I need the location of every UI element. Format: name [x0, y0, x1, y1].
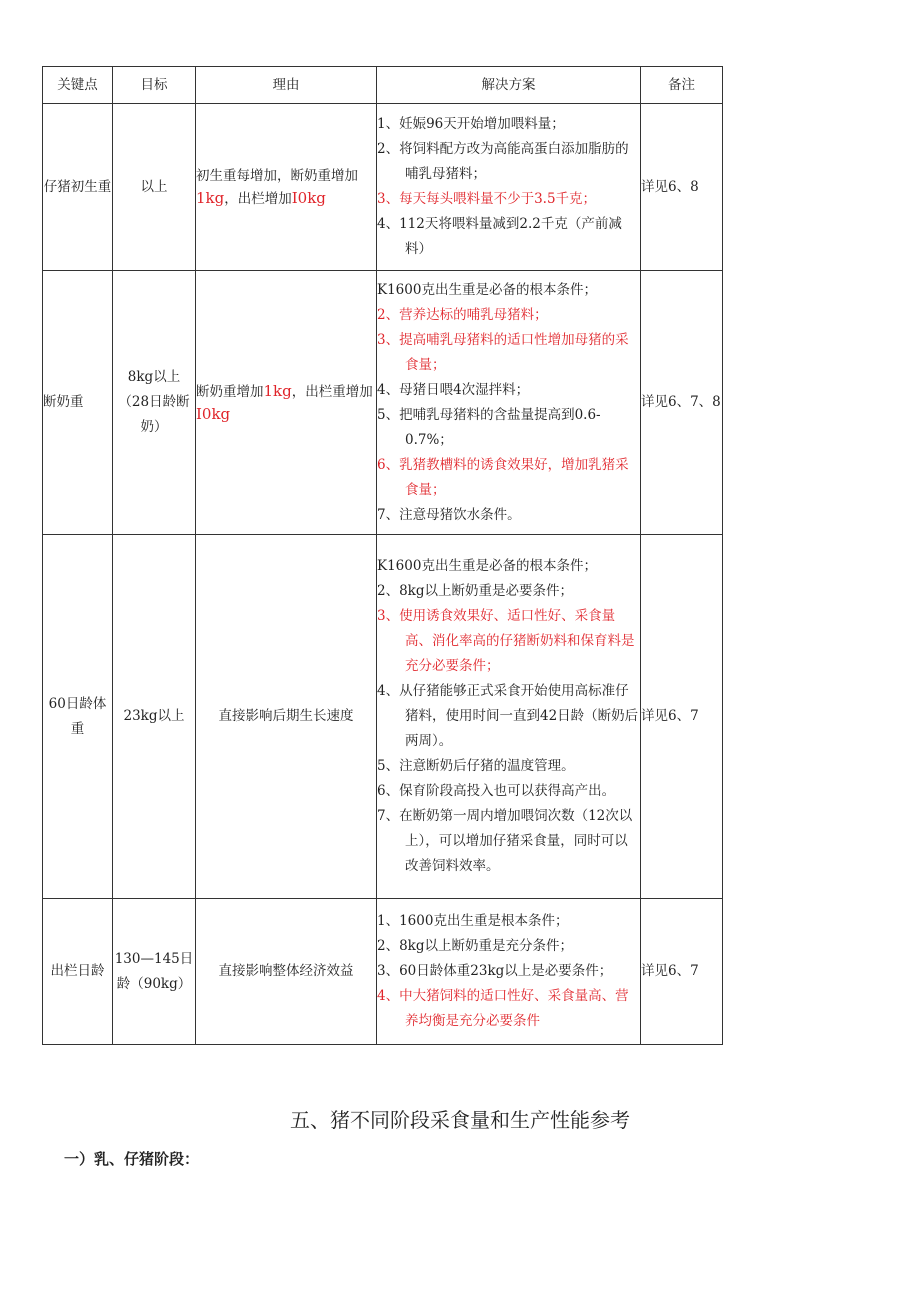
- key-point-cell: 出栏日龄: [43, 899, 113, 1045]
- reason-cell: [196, 104, 377, 271]
- solution-item: 4、中大猪饲料的适口性好、采食量高、营养均衡是充分必要条件: [377, 988, 629, 1029]
- key-point-cell: 60日龄体重: [43, 535, 113, 899]
- solution-item: 2、营养达标的哺乳母猪料；: [377, 306, 548, 323]
- solution-item: K1600克出生重是必备的根本条件；: [377, 558, 597, 574]
- table-row: [43, 535, 723, 899]
- section-title: 五、猪不同阶段采食量和生产性能参考: [290, 1108, 630, 1132]
- table-row: [43, 899, 723, 1045]
- solution-item: K1600克出生重是必备的根本条件；: [377, 281, 597, 298]
- solution-item: 2、8kg以上断奶重是必要条件；: [377, 583, 574, 599]
- header-key-point: 关键点: [43, 67, 113, 104]
- reason-value: I0kg: [196, 404, 231, 423]
- solution-item: 5、注意断奶后仔猪的温度管理。: [377, 758, 575, 774]
- solution-item: 1、妊娠96天开始增加喂料量；: [377, 116, 565, 132]
- table-row: [43, 271, 723, 535]
- target-cell: 130—145日龄（90kg）: [113, 899, 196, 1045]
- header-target: 目标: [113, 67, 196, 104]
- reason-cell: [196, 535, 377, 899]
- reason-value: I0kg: [291, 188, 326, 207]
- solution-item: 6、保育阶段高投入也可以获得高产出。: [377, 783, 616, 799]
- solution-item: 4、112天将喂料量减到2.2千克（产前减料）: [377, 216, 622, 257]
- solution-item: 4、从仔猪能够正式采食开始使用高标准仔猪料，使用时间一直到42日龄（断奶后两周）。: [377, 683, 639, 749]
- reason-value: 1kg: [196, 188, 225, 207]
- solution-item: 2、8kg以上断奶重是充分条件；: [377, 938, 574, 954]
- target-cell: 23kg以上: [113, 535, 196, 899]
- solution-item: 2、将饲料配方改为高能高蛋白添加脂肪的哺乳母猪料；: [377, 141, 629, 182]
- reason-text: ，出栏重增加: [291, 383, 373, 400]
- key-point-cell: 断奶重: [43, 271, 113, 535]
- table-row: [43, 104, 723, 271]
- solution-item: 3、每天每头喂料量不少于3.5千克；: [377, 191, 597, 207]
- solution-item: 7、注意母猪饮水条件。: [377, 506, 521, 523]
- header-note: 备注: [641, 67, 723, 104]
- reason-text: ，出栏增加: [224, 190, 292, 207]
- reason-text: 初生重每增加，断奶重增加: [196, 167, 358, 184]
- solution-item: 5、把哺乳母猪料的含盐量提高到0.6-0.7%；: [377, 406, 601, 448]
- sub-section-title: 一）乳、仔猪阶段：: [64, 1150, 200, 1168]
- header-solution: 解决方案: [377, 67, 641, 104]
- header-reason: 理由: [196, 67, 377, 104]
- solution-item: 3、60日龄体重23kg以上是必要条件；: [377, 963, 613, 979]
- target-cell: 8kg以上（28日龄断奶）: [113, 271, 196, 535]
- note-cell: 详见6、7: [641, 535, 723, 899]
- note-cell: 详见6、7: [641, 899, 723, 1045]
- reason-text: 直接影响后期生长速度: [218, 708, 354, 724]
- solution-item: 4、母猪日喂4次湿拌料；: [377, 381, 530, 398]
- solution-item: 7、在断奶第一周内增加喂饲次数（12次以上），可以增加仔猪采食量，同时可以改善饲料效率。: [377, 808, 633, 874]
- key-point-cell: 仔猪初生重: [43, 104, 113, 271]
- reason-text: 直接影响整体经济效益: [218, 963, 354, 979]
- solution-cell: [377, 535, 641, 899]
- solution-item: 6、乳猪教槽料的诱食效果好，增加乳猪采食量；: [377, 456, 629, 498]
- solution-cell: [377, 271, 641, 535]
- solution-item: 3、使用诱食效果好、适口性好、采食量高、消化率高的仔猪断奶料和保育料是充分必要条件；: [377, 608, 635, 674]
- key-points-table: [42, 66, 723, 1045]
- reason-text: 断奶重增加: [196, 383, 264, 400]
- table-header-row: [43, 67, 723, 104]
- solution-item: 3、提高哺乳母猪料的适口性增加母猪的采食量；: [377, 331, 629, 373]
- note-cell: 详见6、8: [641, 104, 723, 271]
- reason-value: 1kg: [263, 381, 292, 400]
- note-cell: 详见6、7、8: [641, 271, 723, 535]
- solution-cell: [377, 104, 641, 271]
- solution-item: 1、1600克出生重是根本条件；: [377, 913, 569, 929]
- target-cell: 以上: [113, 104, 196, 271]
- reason-cell: [196, 271, 377, 535]
- solution-cell: [377, 899, 641, 1045]
- reason-cell: [196, 899, 377, 1045]
